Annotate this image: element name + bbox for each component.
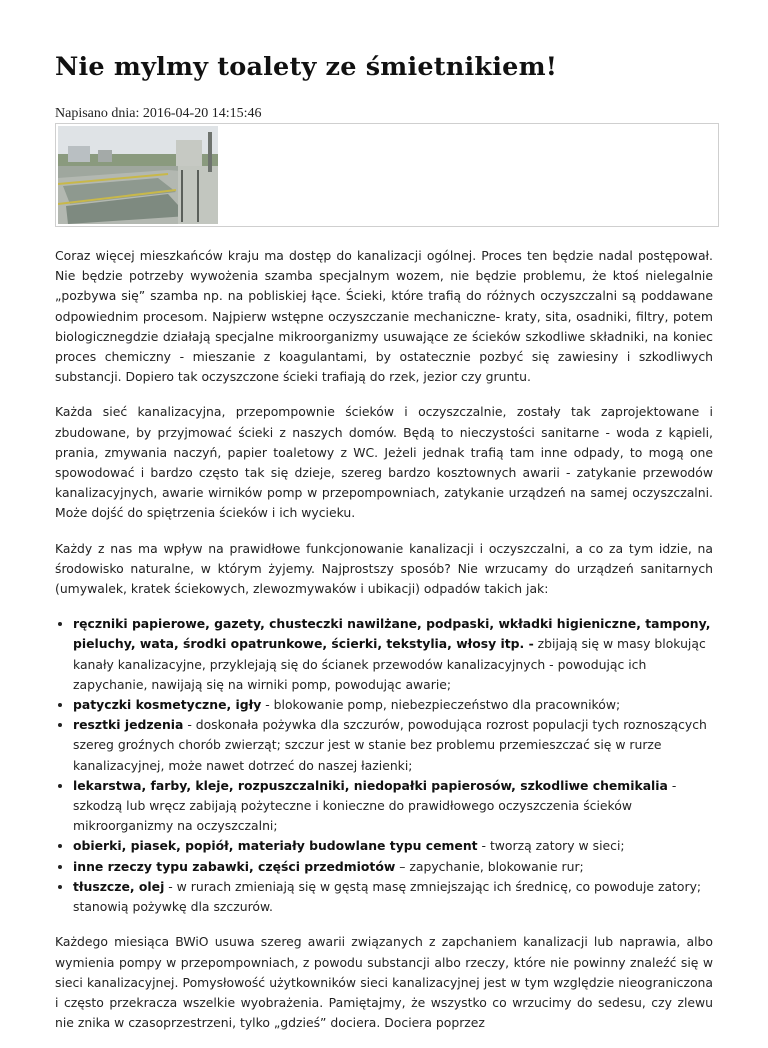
list-item: [73, 614, 713, 695]
list-item-text: - tworzą zatory w sieci;: [477, 838, 625, 854]
list-item-bold: inne rzeczy typu zabawki, części przedmiotów: [73, 858, 396, 874]
list-item-text: - w rurach zmieniają się w gęstą masę zmniejszając ich średnicę, co powoduje zatory; stanowią pożywkę dla szczurów.: [73, 878, 702, 915]
list-item-bold: obierki, piasek, popiół, materiały budowlane typu cement: [73, 838, 478, 854]
list-item-bold: resztki jedzenia: [73, 717, 184, 733]
page-title: Nie mylmy toalety ze śmietnikiem!: [55, 52, 558, 82]
article-body: [55, 246, 713, 1048]
paragraph-4: Każdego miesiąca BWiO usuwa szereg awarii związanych z zapchaniem kanalizacji lub naprawia, albo wymienia pompy w przepompowniach, z powodu substancji albo rzeczy, które nie powinny znaleźć się w sieci kanalizacyjnej. Pomysłowość użytkowników sieci kanalizacyjnej jest w tym względzie nieograniczona i często przekracza wszelkie wyobrażenia. Pamiętajmy, że wszystko co wrzucimy do sedesu, czy zlewu nie znika w czasoprzestrzeni, tylko „gdzieś” dociera. Dociera poprzez: [55, 934, 713, 1031]
list-item-bold: patyczki kosmetyczne, igły: [73, 697, 262, 713]
list-item: [73, 857, 713, 877]
image-gallery: [55, 123, 719, 227]
paragraph-2: Każda sieć kanalizacyjna, przepompownie ścieków i oczyszczalnie, zostały tak zaprojektowane i zbudowane, by przyjmować ścieki z naszych domów. Będą to nieczystości sanitarne - woda z kąpieli, prania, zmywania naczyń, papier toaletowy z WC. Jeżeli jednak trafią tam inne odpady, to mogą one spowodować i bardzo często tak się dzieje, szereg bardzo kosztownych awarii - zatykanie przewodów kanalizacyjnych, awarie wirników pomp w przepompowniach, zatykanie urządzeń na samej oczyszczalni. Może dojść do spiętrzenia ścieków i ich wycieku.: [55, 404, 713, 521]
list-item: [73, 836, 713, 856]
list-item-text: - doskonała pożywka dla szczurów, powodująca rozrost populacji tych roznoszących szereg groźnych chorób zwierząt; szczur jest w stanie bez problemu przemieszczać się w rurze kanalizacyjnej, może nawet dotrzeć do naszej łazienki;: [73, 717, 707, 773]
list-item: [73, 715, 713, 776]
list-item-text: zbijają się w masy blokując kanały kanalizacyjne, przyklejają się do ścianek przewodów kanalizacyjnych - powodując ich zapychanie, nawijają się na wirniki pomp, powodując awarie;: [73, 636, 706, 692]
list-item-bold: tłuszcze, olej: [73, 878, 165, 894]
paragraph-3: Każdy z nas ma wpływ na prawidłowe funkcjonowanie kanalizacji i oczyszczalni, a co za tym idzie, na środowisko naturalne, w którym żyjemy. Najprostszy sposób? Nie wrzucamy do urządzeń sanitarnych (umywalek, kratek ściekowych, zlewozmywaków i ubikacji) odpadów takich jak:: [55, 540, 713, 597]
list-item-text: - szkodzą lub wręcz zabijają pożyteczne i konieczne do prawidłowego oczyszczenia ścieków mikroorganizmy na oczyszczalni;: [73, 777, 677, 834]
list-item-text: - blokowanie pomp, niebezpieczeństwo dla pracowników;: [261, 697, 621, 713]
article-photo[interactable]: [58, 126, 218, 224]
list-item-text: – zapychanie, blokowanie rur;: [395, 858, 584, 874]
list-item-bold: lekarstwa, farby, kleje, rozpuszczalniki, niedopałki papierosów, szkodliwe chemikalia: [73, 777, 668, 793]
treatment-plant-photo: [58, 126, 218, 224]
publish-date: Napisano dnia: 2016-04-20 14:15:46: [55, 106, 262, 121]
paragraph-1: Coraz więcej mieszkańców kraju ma dostęp do kanalizacji ogólnej. Proces ten będzie nadal postępował. Nie będzie potrzeby wywożenia szamba specjalnym wozem, nie będzie problemu, że ktoś nielegalnie „pozbywa się” szamba np. na pobliskiej łące. Ścieki, które trafią do różnych oczyszczalni są poddawane odpowiednim procesom. Najpierw wstępne oczyszczanie mechaniczne- kraty, sita, osadniki, filtry, potem biologicznegdzie działają specjalne mikroorganizmy usuwające ze ścieków szkodliwe składniki, na koniec proces chemiczny - mieszanie z koagulantami, by ostatecznie pozbyć się zawiesiny i szkodliwych substancji. Dopiero tak oczyszczone ścieki trafiają do rzek, jezior czy gruntu.: [55, 248, 713, 385]
list-item-bold: ręczniki papierowe, gazety, chusteczki nawilżane, podpaski, wkładki higieniczne, tampony, pieluchy, wata, środki opatrunkowe, ścierki, tekstylia, włosy itp. -: [73, 616, 711, 652]
forbidden-waste-list: [55, 614, 713, 917]
list-item: [73, 776, 713, 837]
list-item: [73, 695, 713, 715]
list-item: [73, 877, 713, 917]
